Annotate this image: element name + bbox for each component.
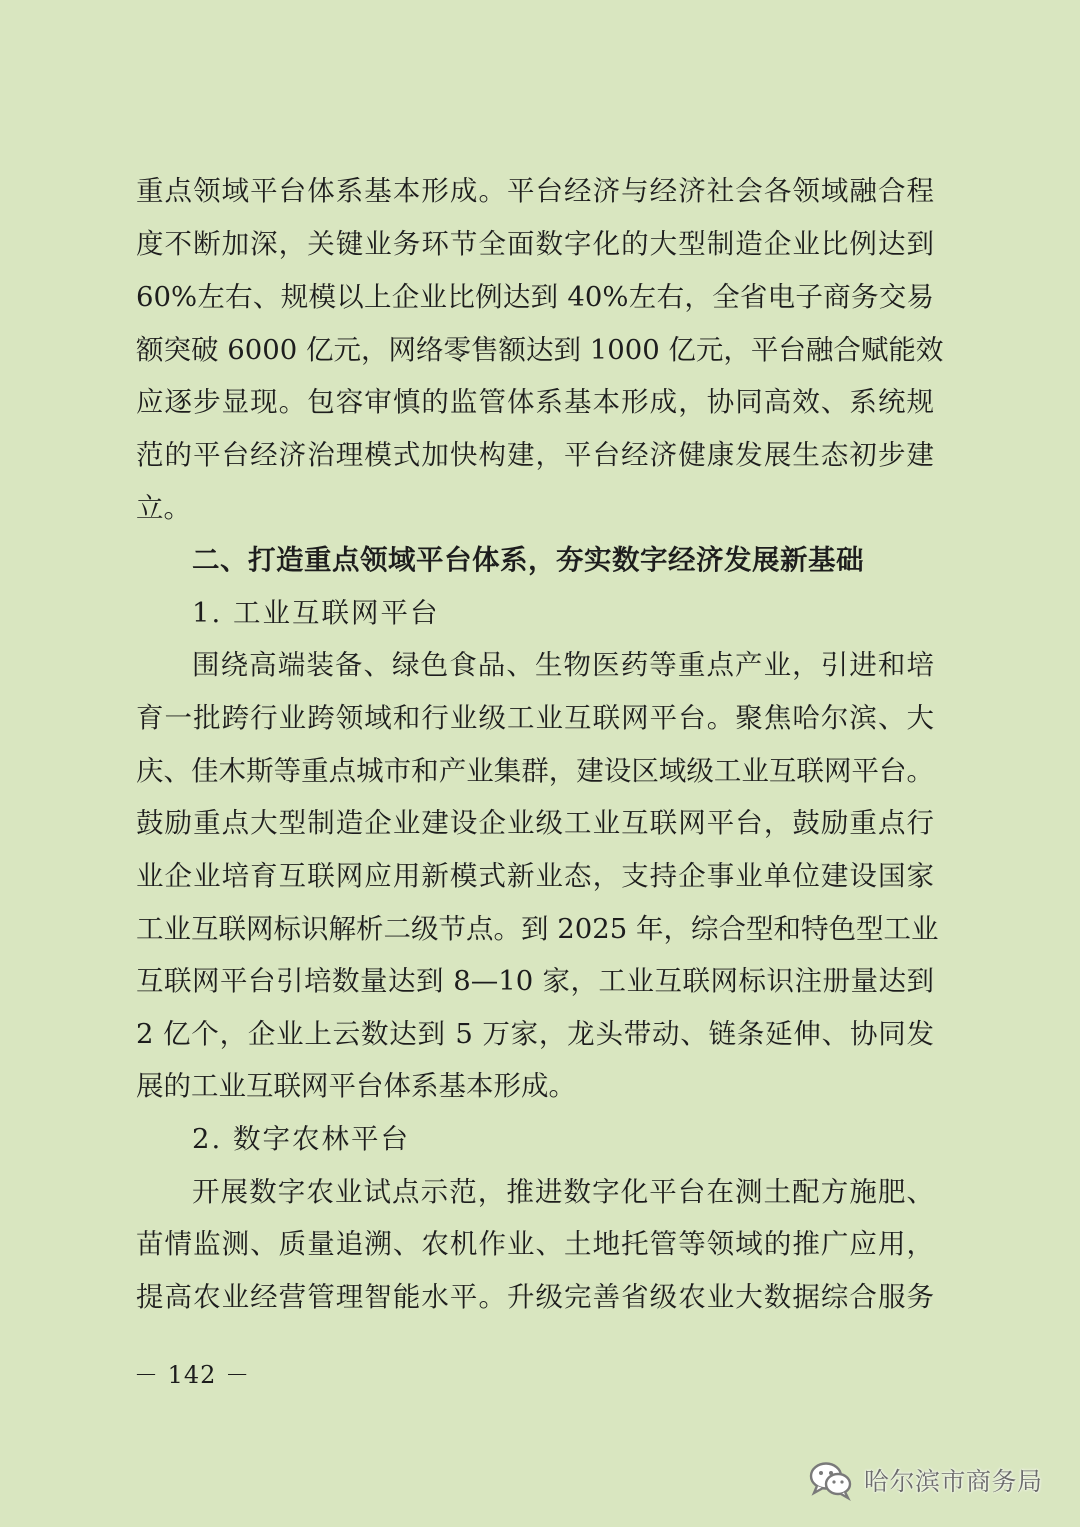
paragraph-line: 60%左右、规模以上企业比例达到 40%左右，全省电子商务交易 [136, 281, 934, 313]
subsection-title: 2. 数字农林平台 [192, 1123, 410, 1155]
paragraph-line: 范的平台经济治理模式加快构建，平台经济健康发展生态初步建 [136, 439, 934, 471]
paragraph-line: 额突破 6000 亿元，网络零售额达到 1000 亿元，平台融合赋能效 [136, 334, 944, 366]
watermark [806, 1452, 1043, 1508]
paragraph-line: 重点领域平台体系基本形成。平台经济与经济社会各领域融合程 [136, 175, 934, 207]
paragraph-line: 立。 [136, 492, 191, 524]
paragraph-line: 提高农业经营管理智能水平。升级完善省级农业大数据综合服务 [136, 1281, 934, 1313]
paragraph-line: 庆、佳木斯等重点城市和产业集群，建设区域级工业互联网平台。 [136, 755, 934, 787]
paragraph-line: 工业互联网标识解析二级节点。到 2025 年，综合型和特色型工业 [136, 913, 939, 945]
wechat-icon [806, 1455, 856, 1505]
paragraph-line: 育一批跨行业跨领域和行业级工业互联网平台。聚焦哈尔滨、大 [136, 702, 934, 734]
paragraph-line: 开展数字农业试点示范，推进数字化平台在测土配方施肥、 [192, 1176, 934, 1208]
section-heading: 二、打造重点领域平台体系，夯实数字经济发展新基础 [192, 544, 864, 576]
paragraph-line: 鼓励重点大型制造企业建设企业级工业互联网平台，鼓励重点行 [136, 807, 934, 839]
paragraph-line: 业企业培育互联网应用新模式新业态，支持企事业单位建设国家 [136, 860, 934, 892]
paragraph-line: 应逐步显现。包容审慎的监管体系基本形成，协同高效、系统规 [136, 386, 934, 418]
page-number: － 142 － [134, 1361, 251, 1389]
paragraph-line: 度不断加深，关键业务环节全面数字化的大型制造企业比例达到 [136, 228, 934, 260]
paragraph-line: 互联网平台引培数量达到 8—10 家，工业互联网标识注册量达到 [136, 965, 934, 997]
paragraph-line: 围绕高端装备、绿色食品、生物医药等重点产业，引进和培 [192, 649, 934, 681]
subsection-title: 1. 工业互联网平台 [192, 597, 440, 629]
paragraph-line: 展的工业互联网平台体系基本形成。 [136, 1070, 576, 1102]
paragraph-line: 2 亿个，企业上云数达到 5 万家，龙头带动、链条延伸、协同发 [136, 1018, 934, 1050]
watermark-text: 哈尔滨市商务局 [864, 1467, 1043, 1496]
paragraph-line: 苗情监测、质量追溯、农机作业、土地托管等领域的推广应用， [136, 1228, 934, 1260]
